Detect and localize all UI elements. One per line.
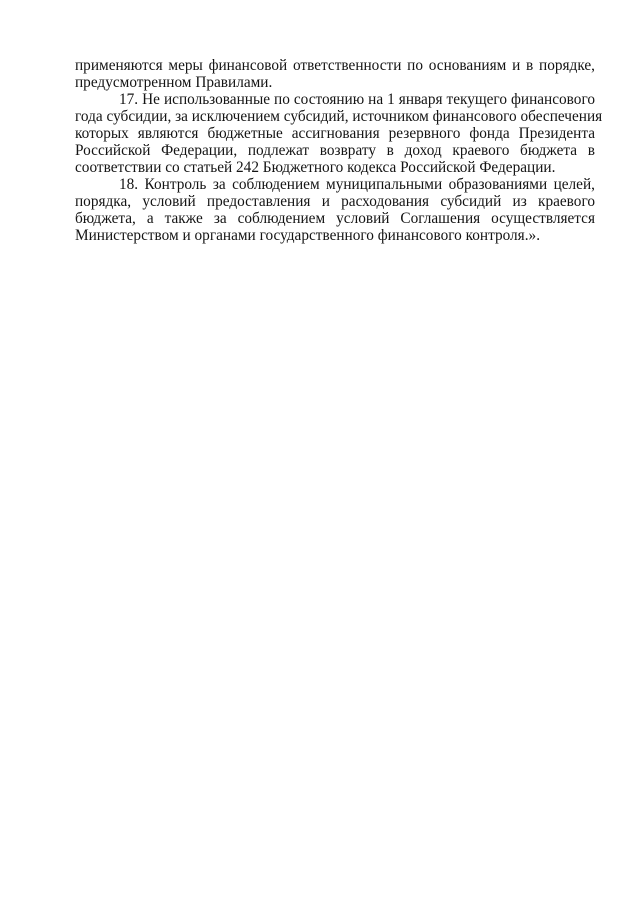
paragraph-item-17 — [75, 91, 603, 176]
paragraph-line: 18. Контроль за соблюдением муниципальными образованиями целей, — [119, 176, 595, 193]
paragraph-line: порядка, условий предоставления и расходования субсидий из краевого — [75, 193, 595, 210]
paragraph-line: года субсидии, за исключением субсидий, источником финансового обеспечения — [75, 108, 603, 125]
paragraph-item-18 — [75, 176, 595, 244]
paragraph-line: Министерством и органами государственного финансового контроля.». — [75, 227, 541, 244]
paragraph-continuation — [75, 57, 595, 91]
paragraph-line: 17. Не использованные по состоянию на 1 января текущего финансового — [119, 91, 595, 108]
document-body — [75, 57, 603, 244]
paragraph-line: бюджета, а также за соблюдением условий Соглашения осуществляется — [75, 210, 595, 227]
paragraph-line: которых являются бюджетные ассигнования резервного фонда Президента — [75, 125, 595, 142]
paragraph-line: применяются меры финансовой ответственности по основаниям и в порядке, — [75, 57, 595, 74]
paragraph-line: соответствии со статьей 242 Бюджетного кодекса Российской Федерации. — [75, 159, 556, 176]
paragraph-line: предусмотренном Правилами. — [75, 74, 273, 91]
paragraph-line: Российской Федерации, подлежат возврату в доход краевого бюджета в — [75, 142, 595, 159]
